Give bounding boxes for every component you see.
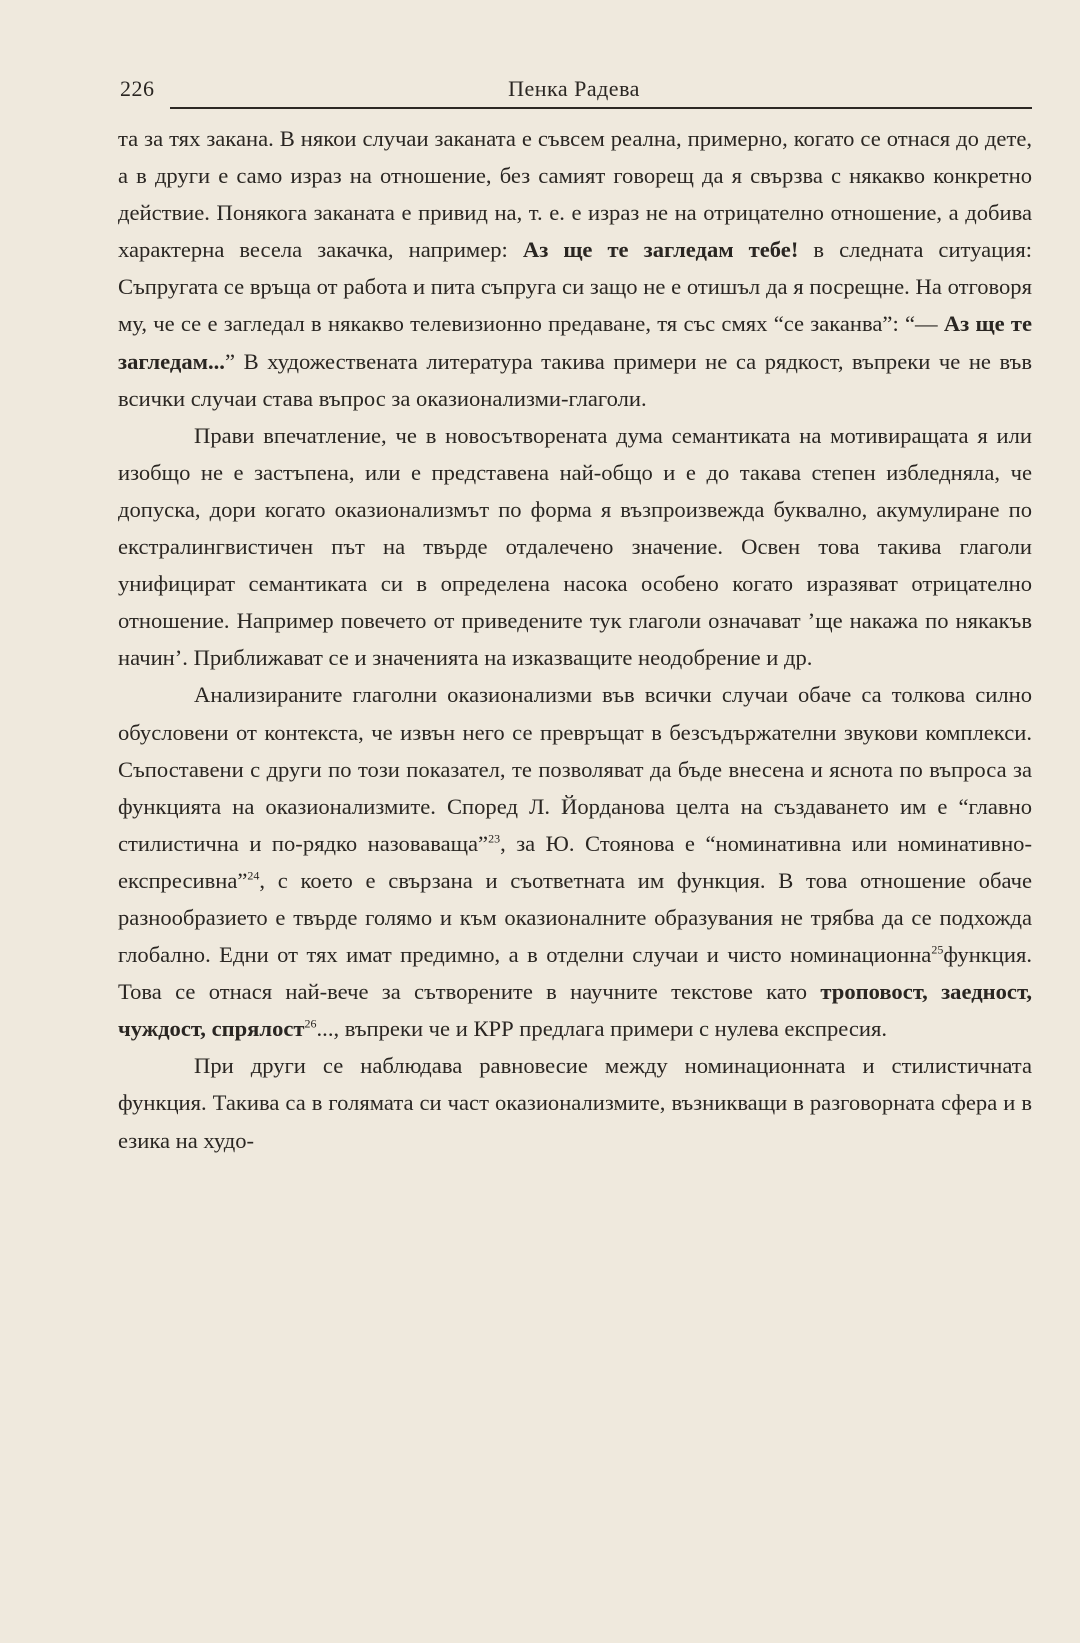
paragraph-1	[118, 120, 1032, 417]
text-run: , с което е свързана и съответната им функция. В това отношение обаче разнообразието е твърде голямо и към оказионалните образувания не трябва да се подхожда глобално. Едни от тях имат предимно, а в отделни случаи и чисто номинационна	[118, 867, 1032, 968]
body-text	[118, 120, 1032, 1159]
page-number: 226	[120, 76, 155, 101]
text-run: Анализираните глаголни оказионализми във всички случаи обаче са толкова силно обусловени от контекста, че извън него се превръщат в безсъдържателни звукови комплекси. Съпоставени с други по този показател, те позволяват да бъде внесена и яснота по въпроса за функцията на оказионализмите. Според Л. Йорданова целта на създаването им е “главно стилистична и по-рядко назоваваща”	[118, 682, 1032, 856]
paragraph-2: Прави впечатление, че в новосътворената дума семантиката на мотивиращата я или изобщо не е застъпена, или е представена най-общо и е до такава степен избледняла, че допуска, дори когато оказионализмът по форма я възпроизвежда буквално, акумулиране по екстралингвистичен път на твърде отдалечено значение. Освен това такива глаголи унифицират семантиката си в определена насока особено когато изразяват отрицателно отношение. Например повечето от приведените тук глаголи означават ’ще накажа по някакъв начин’. Приближават се и значенията на изказващите неодобрение и др.	[118, 422, 1032, 671]
footnote-ref: 24	[247, 868, 260, 883]
example-bold: Аз ще те загледам тебе!	[522, 237, 799, 263]
example-bold: Аз ще те загледам...	[118, 311, 1032, 374]
text-run: , за Ю. Стоянова е “номинативна или номинативно-експресивна”	[118, 830, 1032, 893]
text-run: ..., въпреки че и КРР предлага примери с нулева експресия.	[316, 1016, 888, 1042]
page-header	[118, 76, 1030, 110]
footnote-ref: 23	[488, 831, 501, 846]
footnote-ref: 26	[304, 1016, 317, 1031]
header-rule	[170, 107, 1032, 109]
footnote-ref: 25	[931, 942, 944, 957]
paragraph-3	[118, 676, 1032, 1047]
running-head: Пенка Радева	[508, 76, 640, 101]
text-run: функция. Това се отнася най-вече за сътворените в научните текстове като	[118, 942, 1032, 1005]
text-run: в следната ситуация: Съпругата се връща от работа и пита съпруга си защо не е отишъл да я посрещне. На отговоря му, че се е загледал в някакво телевизионно предаване, тя със смях “се заканва”: “—	[118, 237, 1032, 337]
paragraph-4: При други се наблюдава равновесие между номинационната и стилистичната функция. Такива са в голямата си част оказионализмите, възникващи в разговорната сфера и в езика на худо-	[118, 1053, 1032, 1153]
text-run: та за тях закана. В някои случаи заканата е съвсем реална, примерно, когато се отнася до дете, а в други е само израз на отношение, без самият говорещ да я свързва с някакво конкретно действие. Понякога заканата е привид на, т. е. е израз не на отрицателно отношение, а добива характерна весела закачка, например:	[118, 126, 1032, 263]
example-bold: троповост, заедност, чуждост, спрялост	[118, 979, 1033, 1042]
text-run: ” В художествената литература такива примери не са рядкост, въпреки че не във всички случаи става въпрос за оказионализми-глаголи.	[118, 348, 1032, 411]
